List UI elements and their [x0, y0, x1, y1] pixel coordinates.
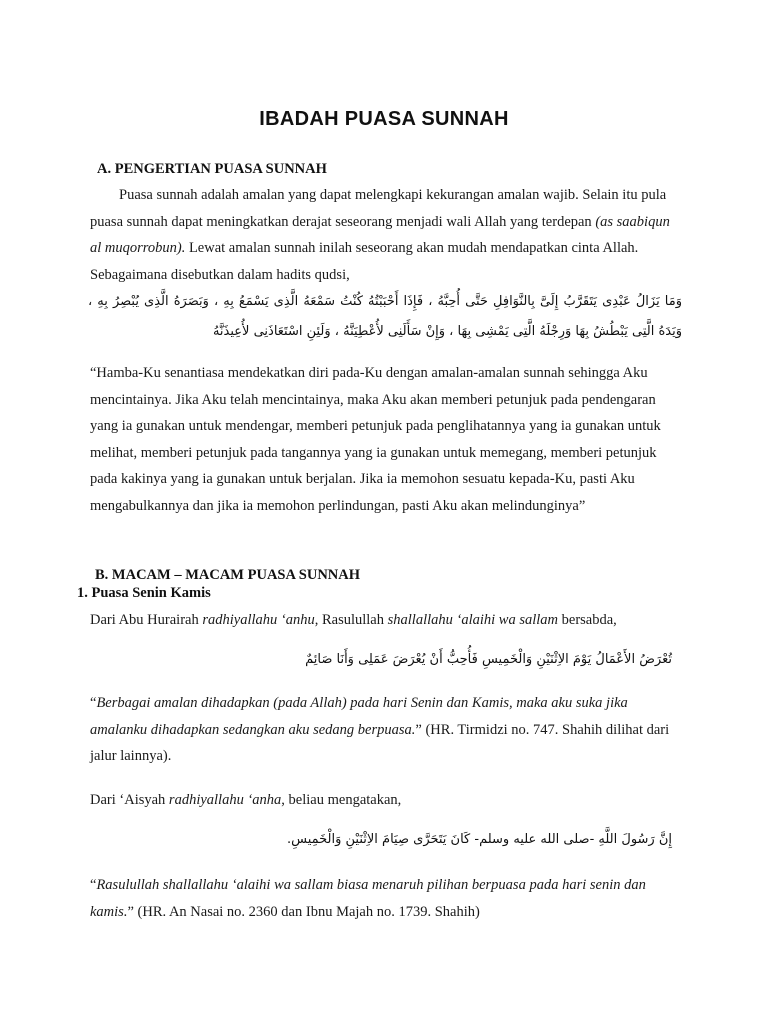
paragraph-italic-term: (as saabiqun al muqorrobun).: [90, 213, 670, 256]
intro-aisyah: [90, 787, 680, 814]
quote1-italic: Berbagai amalan dihadapkan (pada Allah) pada hari Senin dan Kamis, maka aku suka jika amalanku dihadapkan sedangkan aku sedang berpuasa.: [90, 695, 628, 738]
quote-1: [90, 690, 680, 770]
intro2-text-2: , beliau mengatakan,: [281, 792, 402, 808]
arabic-hadith-qudsi: وَمَا يَزَالُ عَبْدِى يَتَقَرَّبُ إِلَىَّ بِالنَّوَافِلِ حَتَّى أُحِبَّهُ ، فَإِذَا أَحْبَبْتُهُ كُنْتُ سَمْعَهُ الَّذِى يَسْمَعُ بِهِ ، وَبَصَرَهُ الَّذِى يُبْصِرُ بِهِ ، وَيَدَهُ الَّتِى يَبْطُشُ بِهَا وَرِجْلَهُ الَّتِى يَمْشِى بِهَا ، وَإِنْ سَأَلَنِى لأُعْطِيَنَّهُ ، وَلَئِنِ اسْتَعَاذَنِى لأُعِيذَنَّهُ: [88, 294, 682, 339]
intro2-italic-1: radhiyallahu ‘anha: [168, 792, 282, 808]
intro1-text-1: Dari Abu Hurairah: [90, 612, 203, 628]
section-a-paragraph: [90, 182, 680, 288]
intro-abu-hurairah: [90, 607, 680, 634]
arabic-hadith-2: إِنَّ رَسُولَ اللَّهِ -صلى الله عليه وسلم- كَانَ يَتَحَرَّى صِيَامَ الاِثْنَيْنِ وَالْخَمِيسِ.: [287, 832, 672, 847]
intro1-italic-1: radhiyallahu ‘anhu: [202, 612, 315, 628]
subheading-puasa-senin-kamis: 1. Puasa Senin Kamis: [77, 585, 211, 601]
section-a-heading: A. PENGERTIAN PUASA SUNNAH: [97, 161, 327, 177]
intro1-text-3: bersabda,: [558, 612, 617, 628]
document-title: IBADAH PUASA SUNNAH: [259, 108, 509, 130]
intro1-italic-2: shallallahu ‘alaihi wa sallam: [387, 612, 559, 628]
quote1-close: ” (HR. Tirmidzi no. 747. Shahih dilihat dari jalur lainnya).: [90, 721, 670, 764]
hadith-translation: “Hamba-Ku senantiasa mendekatkan diri pada-Ku dengan amalan-amalan sunnah sehingga Aku mencintainya. Jika Aku telah mencintainya, maka Aku akan memberi petunjuk pada pendengaran yang ia gunakan untuk mendengar, memberi petunjuk pada penglihatannya yang ia gunakan untuk melihat, memberi petunjuk pada tangannya yang ia gunakan untuk memegang, memberi petunjuk pada kakinya yang ia gunakan untuk berjalan. Jika ia memohon sesuatu kepada-Ku, pasti Aku mengabulkannya dan jika ia memohon perlindungan, pasti Aku akan melindunginya”: [90, 365, 661, 514]
paragraph-text-2: Lewat amalan sunnah inilah seseorang akan mudah mendapatkan cinta Allah. Sebagaimana disebutkan dalam hadits qudsi,: [90, 240, 639, 283]
paragraph-text-1: Puasa sunnah adalah amalan yang dapat melengkapi kekurangan amalan wajib. Selain itu pula puasa sunnah dapat meningkatkan derajat seseorang menjadi wali Allah yang terdepan: [90, 187, 667, 230]
section-b-heading: B. MACAM – MACAM PUASA SUNNAH: [95, 567, 361, 583]
intro1-text-2: , Rasulullah: [314, 612, 388, 628]
intro2-text-1: Dari ‘Aisyah: [90, 792, 169, 808]
quote2-open: “: [90, 877, 97, 893]
quote1-open: “: [90, 695, 97, 711]
quote2-close: ” (HR. An Nasai no. 2360 dan Ibnu Majah no. 1739. Shahih): [127, 903, 480, 920]
quote2-italic: Rasulullah shallallahu ‘alaihi wa sallam biasa menaruh pilihan berpuasa pada hari senin dan kamis.: [90, 877, 646, 920]
arabic-hadith-1: تُعْرَضُ الأَعْمَالُ يَوْمَ الاِثْنَيْنِ وَالْخَمِيسِ فَأُحِبُّ أَنْ يُعْرَضَ عَمَلِى وَأَنَا صَائِمٌ: [305, 652, 672, 667]
quote-2: [90, 872, 680, 925]
